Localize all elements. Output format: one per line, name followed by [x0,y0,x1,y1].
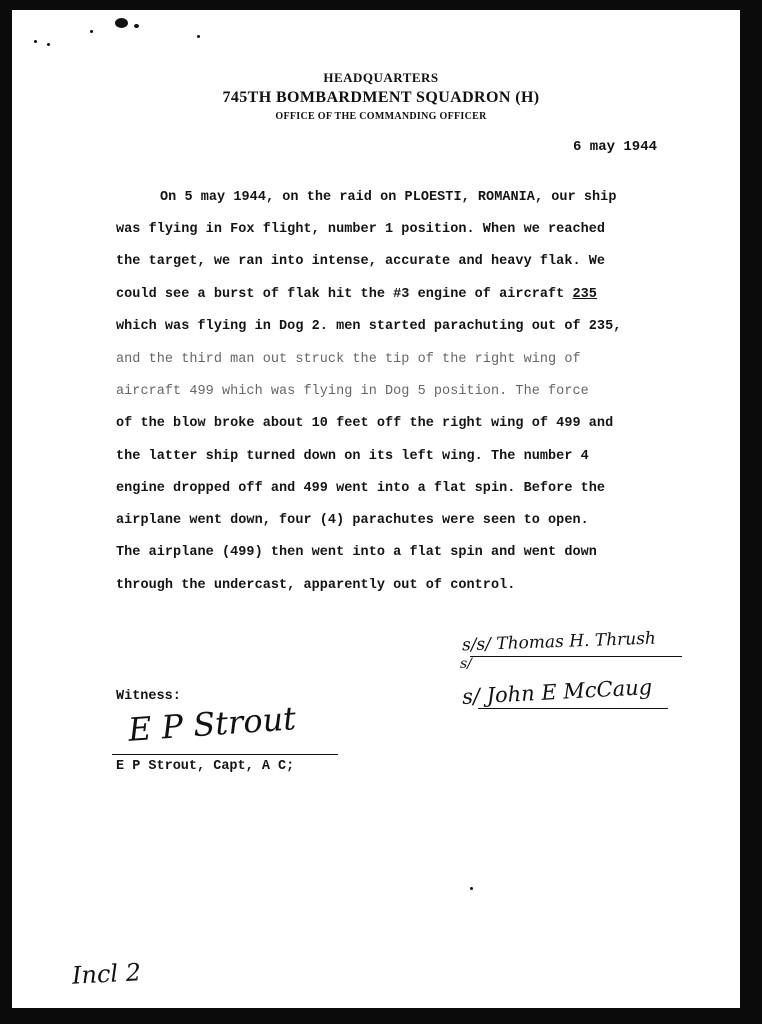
aircraft-number-underlined: 235 [572,287,597,302]
letterhead-squadron: 745TH BOMBARDMENT SQUADRON (H) [222,89,540,106]
signature-underline [478,708,668,709]
ink-speck [47,43,50,46]
witness-label: Witness: [116,689,181,704]
ink-speck [197,35,200,38]
body-line-text: could see a burst of flak hit the #3 engine of aircraft [116,287,573,302]
letterhead-headquarters: HEADQUARTERS [323,70,439,85]
witness-signature-line [112,754,338,755]
body-line: was flying in Fox flight, number 1 position. When we reached [116,222,606,237]
signature-thomas-thrush: s/s/ Thomas H. Thrush [461,628,657,656]
body-line: and the third man out struck the tip of the right wing of [116,352,581,367]
body-line: the latter ship turned down on its left wing. The number 4 [116,449,589,464]
body-line: through the undercast, apparently out of control. [116,578,516,593]
document-page [12,10,740,1008]
body-line: aircraft 499 which was flying in Dog 5 position. The force [116,384,589,399]
document-date: 6 may 1944 [573,139,658,155]
ink-speck [134,24,139,28]
body-line: engine dropped off and 499 went into a flat spin. Before the [116,481,606,496]
letterhead-office: OFFICE OF THE COMMANDING OFFICER [275,111,487,122]
body-line: of the blow broke about 10 feet off the right wing of 499 and [116,416,614,431]
ink-speck [34,40,37,43]
body-line: which was flying in Dog 2. men started parachuting out of 235, [116,319,622,334]
signature-mccaug: s/ John E McCaug [461,675,653,709]
body-line: The airplane (499) then went into a flat spin and went down [116,545,597,560]
inclosure-note: Incl 2 [71,958,142,990]
body-line [116,287,597,302]
ink-speck [115,18,128,28]
signature-underline [470,656,682,657]
body-line: On 5 may 1944, on the raid on PLOESTI, ROMANIA, our ship [160,190,617,205]
witness-typed-name: E P Strout, Capt, A C; [116,759,295,774]
body-line: airplane went down, four (4) parachutes were seen to open. [116,513,589,528]
signature-prefix: s/ [460,656,472,672]
witness-signature: E P Strout [126,699,298,749]
body-line: the target, we ran into intense, accurate and heavy flak. We [116,254,606,269]
ink-speck [470,887,473,890]
ink-speck [90,30,93,33]
